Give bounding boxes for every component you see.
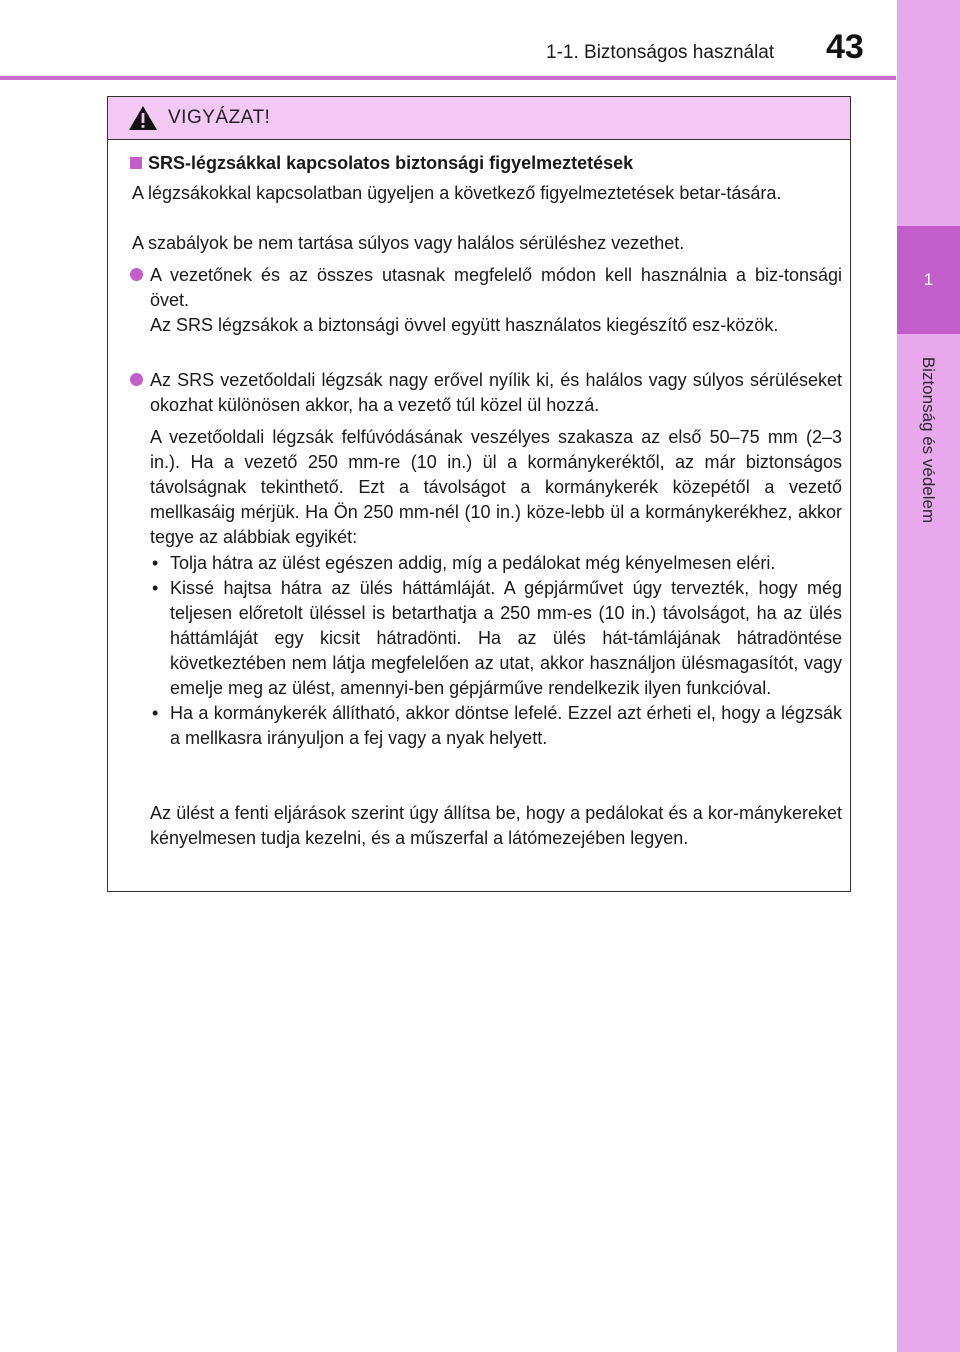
warning-triangle-icon (128, 105, 158, 131)
page-number: 43 (826, 28, 864, 66)
circle-bullet-icon (130, 268, 143, 281)
circle-bullet-icon (130, 373, 143, 386)
square-bullet-icon (130, 157, 142, 169)
bullet-1: A vezetőnek és az összes utasnak megfelelő módon kell használnia a biz-tonsági övet. (150, 265, 842, 310)
intro-text: A légzsákokkal kapcsolatban ügyeljen a következő figyelmeztetések betar-tására. (132, 183, 782, 203)
detail-text: A vezetőoldali légzsák felfúvódásának veszélyes szakasza az első 50–75 mm (2–3 in.). Ha a vezető 250 mm-re (10 in.) ül a kormánykeréktől, az már biztonságos távolságnak tekinthető. Ezt a távolságot a kormánykerék közepétől a vezető mellkasáig mérjük. Ha Ön 250 mm-nél (10 in.) köze-lebb ül a kormánykerékhez, akkor tegye az alábbiak egyikét: (150, 427, 842, 547)
chapter-title: Biztonság és védelem (919, 356, 938, 524)
list-item: • Tolja hátra az ülést egészen addig, míg a pedálokat még kényelmesen eléri. (152, 551, 842, 576)
warning-header (108, 97, 850, 140)
list-item: • Kissé hajtsa hátra az ülés háttámláját. A gépjárművet úgy tervezték, hogy még teljesen előretolt üléssel is betarthatja a 250 mm-es (10 in.) távolságot, ha az ülés háttámláját egy kicsit hátradönti. Ha az ülés hát-támlájának hátradöntése következtében nem látja megfelelően az utat, akkor használjon ülésmagasítót, vagy emelje meg az ülést, amennyi-ben gépjárműve rendelkezik ilyen funkcióval. (152, 576, 842, 701)
closing-text: Az ülést a fenti eljárások szerint úgy állítsa be, hogy a pedálokat és a kor-mánykereket kényelmesen tudja kezelni, és a műszerfal a látómezejében legyen. (150, 803, 842, 848)
steps-list (152, 551, 842, 751)
warning-box (107, 96, 851, 892)
header-rule (0, 76, 896, 80)
warning-title: VIGYÁZAT! (168, 107, 271, 128)
intro-text-2: A szabályok be nem tartása súlyos vagy halálos sérüléshez vezethet. (132, 233, 685, 253)
bullet-2: Az SRS vezetőoldali légzsák nagy erővel nyílik ki, és halálos vagy súlyos sérüléseket okozhat különösen akkor, ha a vezető túl közel ül hozzá. (150, 370, 842, 415)
list-item: • Ha a kormánykerék állítható, akkor döntse lefelé. Ezzel azt érheti el, hogy a légzsák a mellkasra irányuljon a fej vagy a nyak helyett. (152, 701, 842, 751)
chapter-side-tab (897, 0, 960, 1352)
bullet-1-extra: Az SRS légzsákok a biztonsági övvel együtt használatos kiegészítő esz-közök. (150, 315, 779, 335)
warning-heading: SRS-légzsákkal kapcsolatos biztonsági figyelmeztetések (130, 153, 633, 174)
chapter-number: 1 (923, 270, 934, 289)
section-title: 1-1. Biztonságos használat (546, 42, 775, 63)
